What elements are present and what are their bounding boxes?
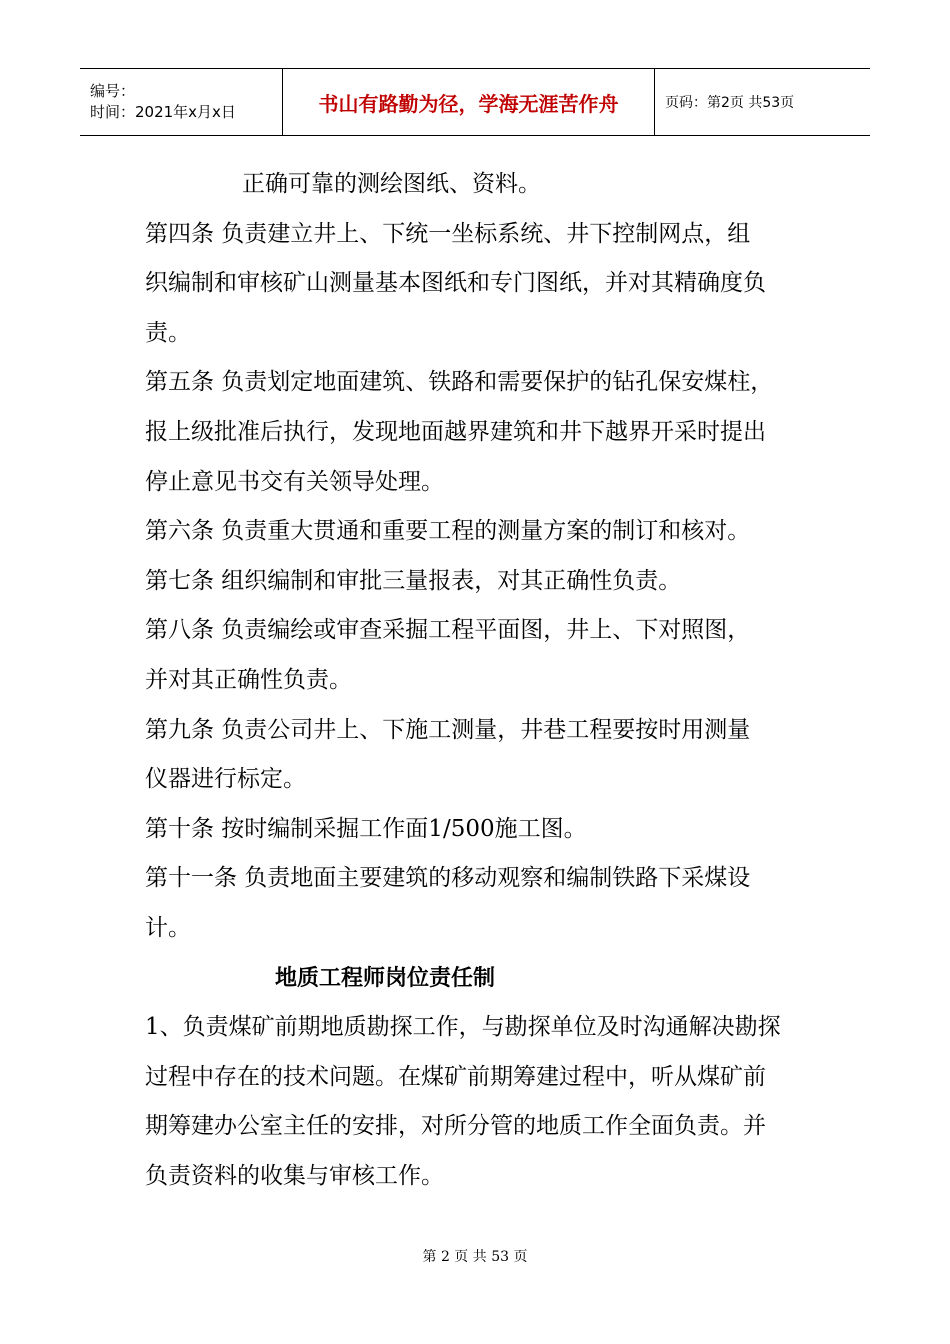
body-line: 计。 xyxy=(145,914,191,941)
section-title: 地质工程师岗位责任制 xyxy=(275,965,496,991)
body-line: 正确可靠的测绘图纸、资料。 xyxy=(242,171,541,197)
body-line: 第四条 负责建立井上、下统一坐标系统、井下控制网点，组 xyxy=(145,220,751,247)
body-line: 第五条 负责划定地面建筑、铁路和需要保护的钻孔保安煤柱， xyxy=(145,369,774,396)
page-header xyxy=(80,68,870,136)
section-line: 负责资料的收集与审核工作。 xyxy=(145,1162,444,1189)
section-line: 过程中存在的技术问题。在煤矿前期筹建过程中，听从煤矿前 xyxy=(145,1063,766,1090)
page-footer: 第 2 页 共 53 页 xyxy=(422,1249,528,1265)
body-line: 第十条 按时编制采掘工作面1/500施工图。 xyxy=(145,815,587,842)
body-line: 停止意见书交有关领导处理。 xyxy=(145,468,444,495)
body-line: 报上级批准后执行，发现地面越界建筑和井下越界开采时提出 xyxy=(145,418,766,445)
section-line: 1、负责煤矿前期地质勘探工作，与勘探单位及时沟通解决勘探 xyxy=(145,1014,781,1041)
body-line: 第八条 负责编绘或审查采掘工程平面图，井上、下对照图， xyxy=(145,617,751,644)
section-line: 期筹建办公室主任的安排，对所分管的地质工作全面负责。并 xyxy=(145,1113,766,1140)
body-line: 仪器进行标定。 xyxy=(145,766,306,793)
body-line: 并对其正确性负责。 xyxy=(145,666,352,693)
body-line: 织编制和审核矿山测量基本图纸和专门图纸，并对其精确度负 xyxy=(145,270,766,297)
body-line: 第七条 组织编制和审批三量报表，对其正确性负责。 xyxy=(145,567,682,594)
header-motto: 书山有路勤为径，学海无涯苦作舟 xyxy=(283,69,655,135)
document-number-label: 编号： xyxy=(90,82,136,100)
document-body xyxy=(145,160,835,1201)
document-time-label: 时间：2021年x月x日 xyxy=(90,103,236,121)
header-meta xyxy=(80,69,283,135)
header-page-info: 页码：第2页 共53页 xyxy=(665,95,795,111)
body-line: 第九条 负责公司井上、下施工测量，井巷工程要按时用测量 xyxy=(145,716,751,743)
body-line: 第六条 负责重大贯通和重要工程的测量方案的制订和核对。 xyxy=(145,518,751,545)
body-line: 第十一条 负责地面主要建筑的移动观察和编制铁路下采煤设 xyxy=(145,865,751,892)
body-line: 责。 xyxy=(145,319,191,346)
